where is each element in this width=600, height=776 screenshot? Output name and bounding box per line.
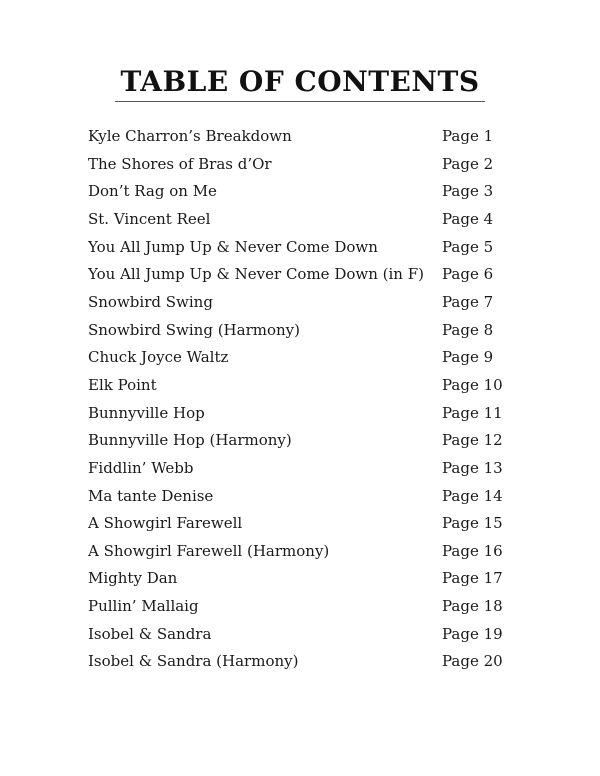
toc-entry-title: Chuck Joyce Waltz — [88, 348, 229, 367]
toc-row — [88, 483, 600, 511]
toc-row — [88, 178, 600, 206]
toc-row — [88, 344, 600, 372]
toc-entry-title: A Showgirl Farewell — [88, 514, 243, 533]
toc-entry-page: Page 7 — [442, 293, 494, 312]
toc-entry-page: Page 10 — [442, 375, 503, 394]
toc-entry-title: Snowbird Swing (Harmony) — [88, 320, 300, 339]
toc-entry-page: Page 3 — [442, 182, 494, 201]
toc-entry-title: A Showgirl Farewell (Harmony) — [88, 541, 330, 560]
title-wrap — [0, 66, 600, 102]
page-title: TABLE OF CONTENTS — [115, 66, 484, 102]
toc-entry-page: Page 5 — [442, 237, 494, 256]
toc-entry-title: Isobel & Sandra — [88, 624, 212, 643]
toc-row — [88, 648, 600, 676]
toc-entry-title: Don’t Rag on Me — [88, 182, 217, 201]
toc-entry-page: Page 15 — [442, 514, 503, 533]
toc-row — [88, 234, 600, 262]
toc-entry-title: You All Jump Up & Never Come Down — [88, 237, 378, 256]
toc-row — [88, 455, 600, 483]
toc-entry-page: Page 1 — [442, 127, 494, 146]
toc-row — [88, 261, 600, 289]
toc-row — [88, 400, 600, 428]
toc-entry-title: Pullin’ Mallaig — [88, 597, 199, 616]
toc-entry-title: Elk Point — [88, 375, 157, 394]
toc-row — [88, 593, 600, 621]
toc-entry-page: Page 14 — [442, 486, 503, 505]
toc-entry-page: Page 11 — [442, 403, 503, 422]
toc-entry-title: Bunnyville Hop — [88, 403, 205, 422]
toc-entry-page: Page 13 — [442, 458, 503, 477]
toc-row — [88, 206, 600, 234]
toc-row — [88, 565, 600, 593]
toc-entry-page: Page 12 — [442, 431, 503, 450]
toc-entry-page: Page 2 — [442, 154, 494, 173]
toc-row — [88, 510, 600, 538]
toc-row — [88, 123, 600, 151]
toc-row — [88, 151, 600, 179]
toc-entry-title: Mighty Dan — [88, 569, 178, 588]
toc-row — [88, 538, 600, 566]
toc-row — [88, 289, 600, 317]
toc-entry-page: Page 6 — [442, 265, 494, 284]
toc-row — [88, 317, 600, 345]
toc-entry-page: Page 4 — [442, 210, 494, 229]
toc-entry-title: The Shores of Bras d’Or — [88, 154, 272, 173]
toc-entry-page: Page 19 — [442, 624, 503, 643]
toc-entry-page: Page 17 — [442, 569, 503, 588]
toc-entry-title: You All Jump Up & Never Come Down (in F) — [88, 265, 424, 284]
toc-entry-page: Page 9 — [442, 348, 494, 367]
toc-entry-page: Page 18 — [442, 597, 503, 616]
toc-list — [88, 123, 600, 676]
toc-entry-title: Bunnyville Hop (Harmony) — [88, 431, 292, 450]
toc-entry-title: St. Vincent Reel — [88, 210, 211, 229]
toc-entry-title: Snowbird Swing — [88, 293, 213, 312]
toc-row — [88, 372, 600, 400]
toc-entry-page: Page 16 — [442, 541, 503, 560]
toc-entry-title: Isobel & Sandra (Harmony) — [88, 652, 299, 671]
toc-entry-title: Kyle Charron’s Breakdown — [88, 127, 292, 146]
toc-entry-title: Fiddlin’ Webb — [88, 458, 194, 477]
toc-row — [88, 427, 600, 455]
toc-entry-page: Page 8 — [442, 320, 494, 339]
toc-row — [88, 621, 600, 649]
toc-entry-title: Ma tante Denise — [88, 486, 214, 505]
toc-entry-page: Page 20 — [442, 652, 503, 671]
